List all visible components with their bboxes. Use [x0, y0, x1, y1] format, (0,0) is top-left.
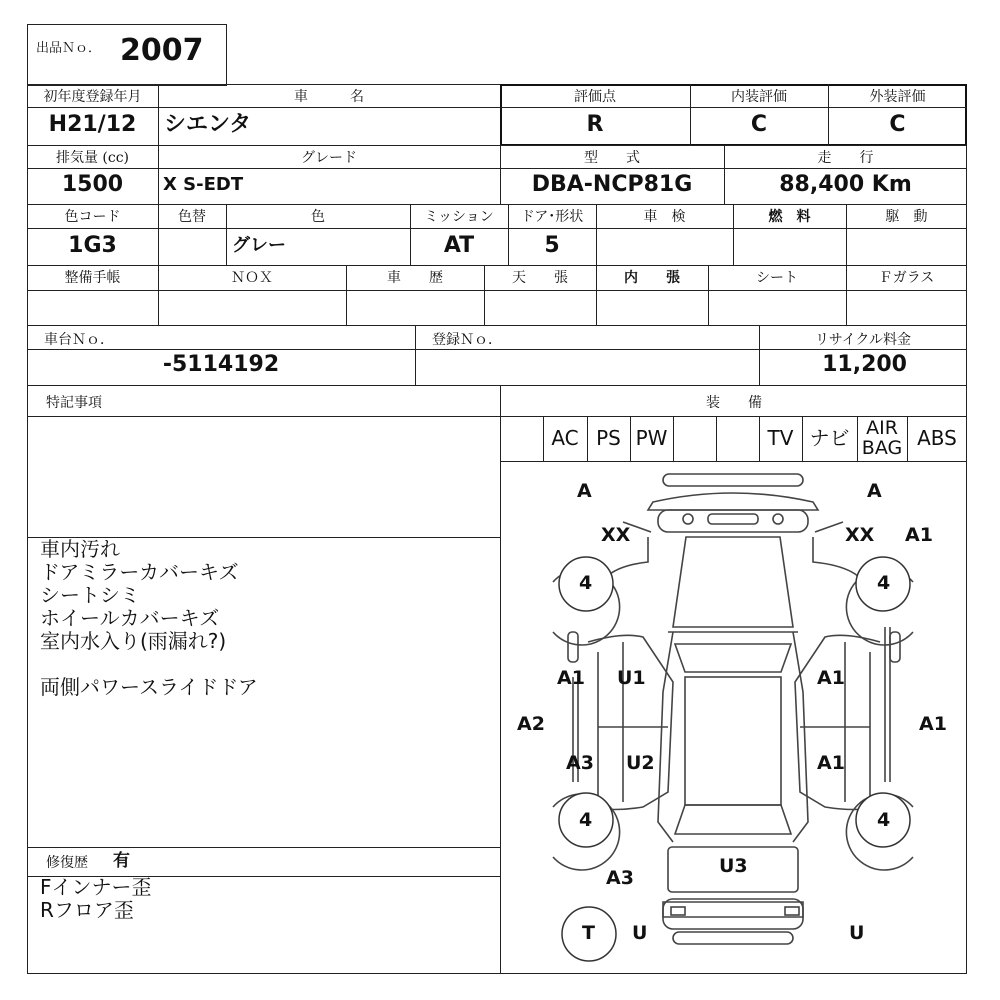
- recycle-fee-value: 11,200: [822, 352, 907, 377]
- equipment-label: 装 備: [706, 395, 762, 411]
- damage-mark: A1: [817, 667, 845, 689]
- registration-number-label: 登録Ｎｏ．: [432, 332, 502, 348]
- color-label: 色: [311, 209, 325, 225]
- damage-mark: XX: [845, 524, 875, 546]
- exterior-rating-label: 外装評価: [869, 89, 926, 105]
- chassis-number-value: -5114192: [162, 352, 280, 377]
- score-label: 評価点: [574, 89, 616, 105]
- tire-value: 4: [877, 572, 891, 594]
- note-line: シートシミ: [40, 583, 140, 607]
- maintenance-book-label: 整備手帳: [64, 270, 121, 286]
- seat-label: シート: [756, 270, 798, 286]
- damage-mark: XX: [601, 524, 631, 546]
- door-label: ドア･形状: [520, 209, 584, 225]
- damage-mark: A1: [557, 667, 585, 689]
- damage-mark: U3: [719, 855, 748, 877]
- mileage-label: 走 行: [817, 150, 874, 166]
- front-glass-label: Ｆガラス: [878, 270, 935, 286]
- tire-value: 4: [579, 572, 593, 594]
- color-code-label: 色コード: [64, 209, 121, 225]
- lot-number-label: 出品Ｎｏ．: [36, 41, 102, 56]
- roof-lining-label: 天 張: [512, 270, 568, 286]
- car-name-label: 車 名: [294, 89, 364, 105]
- repair-line: Rフロア歪: [40, 898, 134, 922]
- equipment-navi: ナビ: [809, 426, 850, 450]
- damage-mark: A3: [566, 752, 594, 774]
- fuel-label: 燃 料: [768, 209, 811, 225]
- first-registration-value: H21/12: [48, 112, 137, 137]
- special-notes-label: 特記事項: [46, 395, 102, 411]
- recycle-fee-label: リサイクル料金: [814, 332, 912, 348]
- repair-history-label: 修復歴: [46, 855, 88, 871]
- damage-mark: A1: [905, 524, 933, 546]
- note-line: 車内汚れ: [40, 537, 120, 561]
- equipment-pw: PW: [635, 426, 668, 450]
- damage-mark: A1: [817, 752, 845, 774]
- mission-value: AT: [443, 233, 475, 258]
- damage-mark: A3: [606, 867, 634, 889]
- equipment-ac: AC: [551, 426, 579, 450]
- displacement-label: 排気量 (cc): [55, 150, 130, 166]
- nox-label: ＮＯＸ: [231, 270, 273, 286]
- damage-mark: A2: [517, 713, 545, 735]
- repair-history-value: 有: [113, 851, 130, 871]
- note-line: 室内水入り(雨漏れ?): [40, 629, 227, 653]
- interior-rating-label: 内装評価: [731, 89, 787, 105]
- equipment-ps: PS: [596, 426, 621, 450]
- lot-number-value: 2007: [120, 33, 204, 68]
- equipment-airbag: AIR BAG: [861, 417, 903, 459]
- score-value: R: [586, 112, 604, 137]
- door-value: 5: [544, 233, 560, 258]
- damage-mark: U: [632, 922, 648, 944]
- equipment-tv: TV: [767, 426, 794, 450]
- note-line: ホイールカバーキズ: [40, 606, 220, 630]
- note-line: ドアミラーカバーキズ: [40, 560, 239, 584]
- first-registration-label: 初年度登録年月: [43, 89, 142, 105]
- repair-line: Fインナー歪: [40, 875, 152, 899]
- color-code-value: 1G3: [68, 233, 117, 258]
- damage-mark: A1: [919, 713, 947, 735]
- note-line: 両側パワースライドドア: [40, 675, 258, 699]
- mileage-value: 88,400 Km: [779, 172, 912, 197]
- vehicle-history-label: 車 歴: [387, 270, 443, 286]
- interior-rating-value: C: [750, 112, 768, 137]
- exterior-rating-value: C: [889, 112, 906, 137]
- color-change-label: 色替: [178, 209, 206, 225]
- tire-value: 4: [579, 809, 593, 831]
- damage-mark: A: [577, 480, 592, 502]
- displacement-value: 1500: [61, 172, 124, 197]
- car-name-value: シエンタ: [164, 112, 252, 137]
- grade-value: X S-EDT: [163, 174, 244, 195]
- tire-value: 4: [877, 809, 891, 831]
- damage-mark: U: [849, 922, 865, 944]
- equipment-abs: ABS: [917, 426, 957, 450]
- chassis-number-label: 車台Ｎｏ．: [44, 332, 114, 348]
- interior-trim-label: 内 張: [624, 270, 680, 286]
- model-label: 型 式: [584, 150, 640, 166]
- spare-tire-value: T: [582, 922, 595, 944]
- color-value: グレー: [232, 235, 286, 256]
- mission-label: ミッション: [424, 209, 494, 225]
- grade-label: グレード: [301, 150, 357, 166]
- drive-label: 駆 動: [885, 209, 928, 225]
- damage-mark: U2: [626, 752, 655, 774]
- damage-mark: U1: [617, 667, 646, 689]
- inspection-label: 車 検: [643, 209, 686, 225]
- damage-mark: A: [867, 480, 882, 502]
- car-damage-diagram: [503, 462, 965, 972]
- model-value: DBA-NCP81G: [531, 172, 693, 197]
